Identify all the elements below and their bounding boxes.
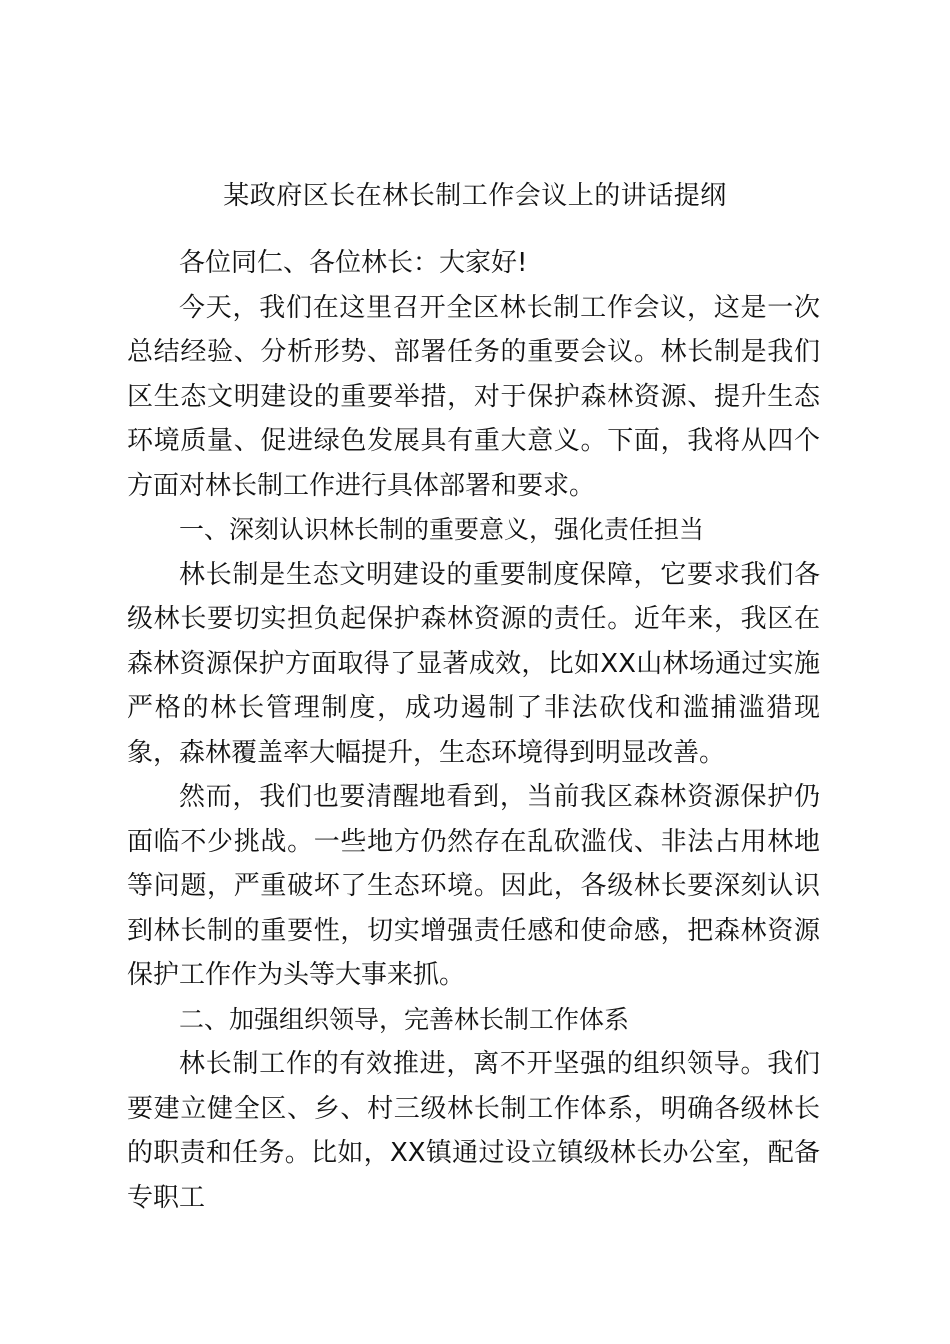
body-paragraph: 林长制是生态文明建设的重要制度保障，它要求我们各级林长要切实担负起保护森林资源的责任。近年来，我区在森林资源保护方面取得了显著成效，比如XX山林场通过实施严格的林长管理制度，成功遏制了非法砍伐和滥捕滥猎现象，森林覆盖率大幅提升，生态环境得到明显改善。	[127, 559, 820, 768]
salutation-paragraph: 各位同仁、各位林长：大家好!	[179, 248, 528, 278]
document-body	[127, 241, 820, 1220]
body-paragraph: 林长制工作的有效推进，离不开坚强的组织领导。我们要建立健全区、乡、村三级林长制工作体系，明确各级林长的职责和任务。比如，XX镇通过设立镇级林长办公室，配备专职工	[127, 1049, 820, 1213]
document-title: 某政府区长在林长制工作会议上的讲话提纲	[223, 181, 727, 211]
body-paragraph: 然而，我们也要清醒地看到，当前我区森林资源保护仍面临不少挑战。一些地方仍然存在乱砍滥伐、非法占用林地等问题，严重破坏了生态环境。因此，各级林长要深刻认识到林长制的重要性，切实增强责任感和使命感，把森林资源保护工作作为头等大事来抓。	[127, 782, 820, 990]
section-heading-1: 一、深刻认识林长制的重要意义，强化责任担当	[179, 515, 705, 544]
section-heading-2: 二、加强组织领导，完善林长制工作体系	[179, 1004, 630, 1034]
intro-paragraph: 今天，我们在这里召开全区林长制工作会议，这是一次总结经验、分析形势、部署任务的重要会议。林长制是我们区生态文明建设的重要举措，对于保护森林资源、提升生态环境质量、促进绿色发展具有重大意义。下面，我将从四个方面对林长制工作进行具体部署和要求。	[127, 292, 820, 501]
